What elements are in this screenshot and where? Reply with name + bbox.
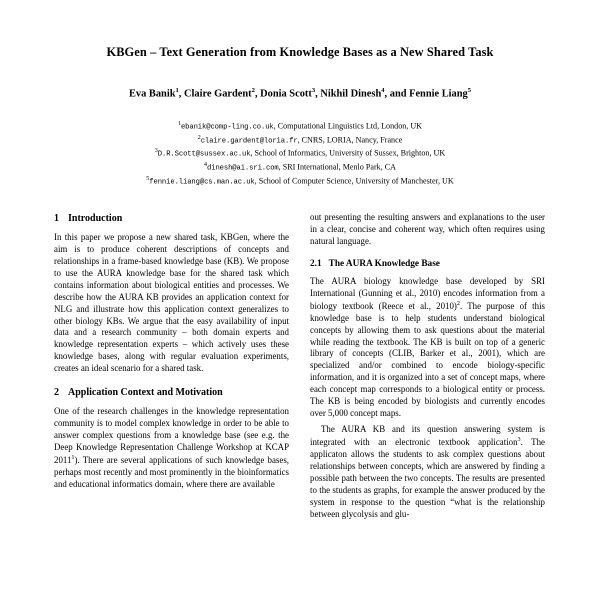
subsection-number: 2.1	[310, 259, 322, 270]
intro-paragraph: In this paper we propose a new shared task, KBGen, where the aim is to produce coherent descriptions of concepts and relationships in a frame-based knowledge base (KB). We propose to use the AURA knowledge base for the shared task which contains information about biological entities and processes. We describe how the AURA KB provides an application context for NLG and illustrate how this application context generalizes to other biology KBs. We argue that the easy availability of input data and a research community – both domain experts and knowledge representation experts – which actively uses these knowledge bases, along with regular evaluation experiments, creates an ideal scenario for a shared task.	[54, 231, 289, 374]
aura-qa-text-a: The AURA KB and its question answering system is integrated with an electronic textbook application	[310, 424, 545, 448]
application-context-text-b: ). There are several applications of such knowledge bases, perhaps most recently and most prominently in the bioinformatics and educational informatics domain, where there are available	[54, 454, 289, 489]
author-3-sup: 3	[311, 87, 316, 95]
affiliation-4	[54, 161, 546, 175]
affiliation-1-email: ebanik@comp-ling.co.uk	[180, 123, 274, 132]
aura-qa-text-b: . The applicaton allows the students to ask complex questions about relationships between concepts, which are answered by finding a possible path between the two concepts. The results are presented to the students as graphs, for example the answer produced by the system in response to the question “what is the relationship between glycolysis and glu-	[310, 437, 545, 520]
affiliation-list	[54, 120, 546, 188]
intro-continuation-paragraph: out presenting the resulting answers and explanations to the user in a clear, concise and coherent way, which often requires using natural language.	[310, 212, 545, 247]
aura-kb-paragraph-1	[310, 276, 545, 421]
aura-kb-paragraph-2	[310, 424, 545, 521]
section-number: 1	[54, 213, 59, 225]
affiliation-2-text: , CNRS, LORIA, Nancy, France	[297, 135, 403, 145]
section-title: Application Context and Motivation	[68, 387, 223, 399]
affiliation-2-email: claire.gardent@loria.fr	[200, 137, 298, 146]
affiliation-4-sup: 4	[204, 162, 208, 169]
affiliation-5	[54, 175, 546, 189]
affiliation-4-text: , SRI International, Menlo Park, CA	[278, 162, 396, 172]
subsection-title: The AURA Knowledge Base	[328, 259, 440, 270]
aura-kb-text-a: The AURA biology knowledge base developed by SRI International (Gunning et al., 2010) encodes information from a biology textbook (Reece et al., 2010)	[310, 275, 545, 311]
author-list: Eva Banik$^1$, Claire Gardent$^2$, Donia Scott$^3$, Nikhil Dinesh$^4$, and Fennie Liang$^5$	[129, 87, 471, 100]
affiliation-2-sup: 2	[197, 134, 201, 141]
author-2-sup: 2	[251, 87, 255, 95]
author-5: Fennie Liang	[409, 88, 468, 100]
author-3: Donia Scott	[260, 88, 312, 100]
author-5-sup: 5	[467, 87, 471, 95]
affiliation-1-text: , Computational Linguistics Ltd, London, UK	[273, 121, 423, 131]
affiliation-3-email: D.R.Scott@sussex.ac.uk	[157, 151, 251, 160]
section-number: 2	[54, 387, 59, 399]
footnote-marker-1: 1	[71, 453, 75, 461]
subsection-heading-aura-kb	[310, 258, 545, 271]
left-column	[54, 212, 289, 521]
author-4-sup: 4	[381, 87, 385, 95]
author-2: Claire Gardent	[184, 88, 252, 100]
author-4: Nikhil Dinesh	[320, 88, 382, 100]
page-title: KBGen – Text Generation from Knowledge Bases as a New Shared Task	[106, 45, 494, 59]
affiliation-3-sup: 3	[154, 148, 158, 155]
body-columns	[54, 212, 546, 521]
author-1: Eva Banik	[129, 88, 176, 100]
affiliation-3-text: , School of Informatics, University of Sussex, Brighton, UK	[250, 149, 446, 159]
author-1-sup: 1	[175, 87, 179, 95]
footnote-marker-2: 2	[456, 299, 460, 307]
footnote-marker-3: 3	[517, 436, 521, 444]
affiliation-5-sup: 5	[146, 175, 150, 182]
affiliation-5-email: fennie.liang@cs.man.ac.uk	[149, 178, 255, 187]
affiliation-5-text: , School of Computer Science, University of Manchester, UK	[254, 176, 454, 186]
application-context-text-a: One of the research challenges in the knowledge representation community is to model complex knowledge in order to be able to answer complex questions from a knowledge base (see e.g. the Deep Knowledge Representation Challenge Workshop at KCAP 2011	[54, 405, 289, 465]
section-title: Introduction	[68, 213, 123, 225]
right-column	[310, 212, 545, 521]
section-heading-introduction	[54, 212, 289, 225]
affiliation-3	[54, 147, 546, 161]
affiliation-1	[54, 120, 546, 134]
affiliation-4-email: dinesh@ai.sri.com	[207, 164, 279, 173]
aura-kb-text-b: . The purpose of this knowledge base is to help students understand biological concepts by allowing them to ask questions about the material while reading the textbook. The KB is built on top of a generic library of concepts (CLIB, Barker et al., 2001), which are specialized and/or combined to encode biology-specific information, and it is organized into a set of concept maps, where each concept map corresponds to a biological entity or process. The KB is being encoded by biologists and currently encodes over 5,000 concept maps.	[310, 300, 545, 419]
affiliation-2	[54, 134, 546, 148]
section-heading-application-context	[54, 386, 289, 399]
affiliation-1-sup: 1	[177, 121, 181, 128]
application-context-paragraph	[54, 406, 289, 491]
